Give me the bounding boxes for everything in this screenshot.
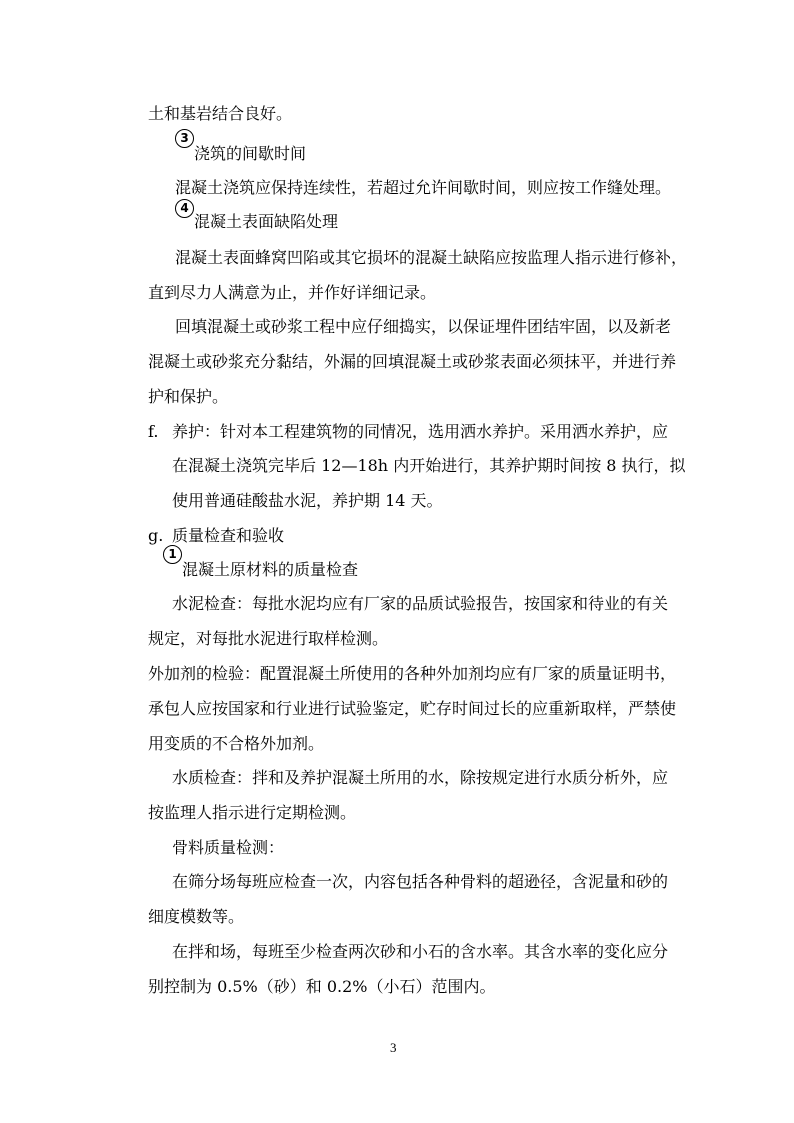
text-line: 直到尽力人满意为止，并作好详细记录。 <box>148 283 437 302</box>
text-line: 别控制为 0.5%（砂）和 0.2%（小石）范围内。 <box>148 977 496 996</box>
text-line: 养护：针对本工程建筑物的同情况，选用洒水养护。采用洒水养护，应 <box>172 422 669 441</box>
text-line: 在混凝土浇筑完毕后 12—18h 内开始进行，其养护期时间按 8 执行，拟 <box>172 456 686 475</box>
section-heading: 混凝土原材料的质量检查 <box>182 560 359 579</box>
text-line: 骨料质量检测： <box>172 838 285 857</box>
text-line: 水泥检查：每批水泥均应有厂家的品质试验报告，按国家和待业的有关 <box>172 594 669 613</box>
text-line: 护和保护。 <box>148 387 229 406</box>
text-line: 在拌和场，每班至少检查两次砂和小石的含水率。其含水率的变化应分 <box>172 942 669 961</box>
text-line: 规定，对每批水泥进行取样检测。 <box>148 629 389 648</box>
text-line: 按监理人指示进行定期检测。 <box>148 803 357 822</box>
text-line: 土和基岩结合良好。 <box>148 104 293 123</box>
text-line: 用变质的不合格外加剂。 <box>148 734 325 753</box>
circled-number-1: 1 <box>163 545 182 564</box>
text-line: 外加剂的检验：配置混凝土所使用的各种外加剂均应有厂家的质量证明书， <box>148 664 677 683</box>
section-heading: 混凝土表面缺陷处理 <box>194 212 339 231</box>
text-line: 混凝土浇筑应保持连续性，若超过允许间歇时间，则应按工作缝处理。 <box>175 178 672 197</box>
list-marker-f: f. <box>148 422 159 441</box>
text-line: 承包人应按国家和行业进行试验鉴定，贮存时间过长的应重新取样，严禁使 <box>148 699 677 718</box>
text-line: 混凝土或砂浆充分黏结，外漏的回填混凝土或砂浆表面必须抹平，并进行养 <box>148 352 677 371</box>
text-line: 使用普通硅酸盐水泥，养护期 14 天。 <box>172 491 443 510</box>
section-heading: 浇筑的间歇时间 <box>194 144 307 163</box>
page-number: 3 <box>390 1040 397 1055</box>
circled-number-4: 4 <box>175 199 194 218</box>
text-line: 在筛分场每班应检查一次，内容包括各种骨料的超逊径，含泥量和砂的 <box>172 872 669 891</box>
circled-number-3: 3 <box>175 129 194 148</box>
text-line: 回填混凝土或砂浆工程中应仔细捣实，以保证埋件团结牢固，以及新老 <box>175 317 672 336</box>
text-line: 水质检查：拌和及养护混凝土所用的水，除按规定进行水质分析外，应 <box>172 768 669 787</box>
section-heading: 质量检查和验收 <box>172 526 285 545</box>
text-line: 细度模数等。 <box>148 907 245 926</box>
text-line: 混凝土表面蜂窝凹陷或其它损坏的混凝土缺陷应按监理人指示进行修补， <box>175 248 688 267</box>
list-marker-g: g. <box>148 526 164 545</box>
